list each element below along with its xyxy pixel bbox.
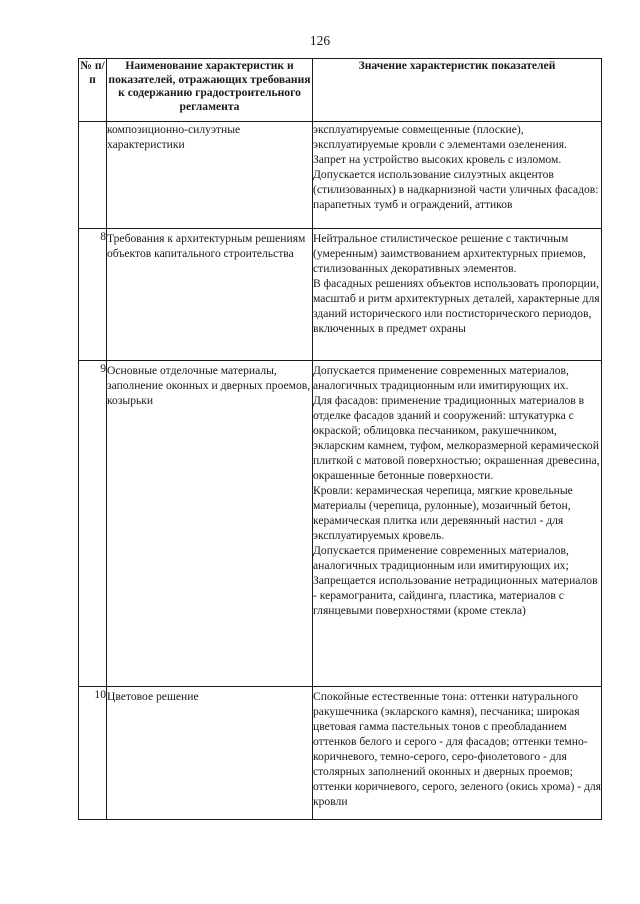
table-row bbox=[79, 687, 602, 820]
value-paragraph: Для фасадов: применение традиционных материалов в отделке фасадов зданий и сооружений: штукатурка с окраской; облицовка песчаником, ракушечником, экларским камнем, туфом, мелкоразмерной керамической плиткой с матовой поверхностью; окрашенная древесина, окрашенные бетонные поверхности. bbox=[313, 394, 600, 482]
table-header-row bbox=[79, 59, 602, 122]
row-number: 9 bbox=[79, 361, 107, 687]
row-number: 8 bbox=[79, 229, 107, 361]
value-paragraph: Нейтральное стилистическое решение с тактичным (умеренным) заимствованием архитектурных приемов, стилизованных декоративных элементов. bbox=[313, 232, 586, 275]
header-characteristic-name: Наименование характеристик и показателей, отражающих требования к содержанию градостроительного регламента bbox=[107, 59, 313, 122]
row-characteristic-value bbox=[313, 122, 602, 229]
value-paragraph: эксплуатируемые совмещенные (плоские), эксплуатируемые кровли с элементами озеленения. bbox=[313, 123, 567, 151]
row-characteristic-name: Основные отделочные материалы, заполнение оконных и дверных проемов, козырьки bbox=[107, 361, 313, 687]
table-row bbox=[79, 361, 602, 687]
value-paragraph: Допускается применение современных материалов, аналогичных традиционным или имитирующих их. bbox=[313, 364, 569, 392]
row-characteristic-value bbox=[313, 687, 602, 820]
header-number: № п/п bbox=[79, 59, 107, 122]
table-row bbox=[79, 229, 602, 361]
header-characteristic-value: Значение характеристик показателей bbox=[313, 59, 602, 122]
value-paragraph: Спокойные естественные тона: оттенки натурального ракушечника (экларского камня), песчаника; широкая цветовая гамма пастельных тонов с преобладанием оттенков белого и серого - для фасадов; оттенки темно-коричневого, темно-серого, серо-фиолетового - для столярных заполнений оконных и дверных проемов; оттенки коричневого, серого, зеленого (окись хрома) - для кровли bbox=[313, 690, 601, 808]
row-characteristic-value bbox=[313, 361, 602, 687]
table-row bbox=[79, 122, 602, 229]
value-paragraph: Запрет на устройство высоких кровель с изломом. bbox=[313, 153, 562, 166]
row-number bbox=[79, 122, 107, 229]
row-number: 10 bbox=[79, 687, 107, 820]
value-paragraph: Запрещается использование нетрадиционных материалов - керамогранита, сайдинга, пластика, материалов с глянцевыми поверхностями (кроме стекла) bbox=[313, 574, 598, 617]
value-paragraph: В фасадных решениях объектов использовать пропорции, масштаб и ритм архитектурных деталей, характерные для зданий исторического или постисторического периодов, включенных в предмет охраны bbox=[313, 277, 600, 335]
row-characteristic-name: Цветовое решение bbox=[107, 687, 313, 820]
regulation-table bbox=[78, 58, 602, 820]
row-characteristic-name: композиционно-силуэтные характеристики bbox=[107, 122, 313, 229]
value-paragraph: Допускается применение современных материалов, аналогичных традиционным или имитирующих их; bbox=[313, 544, 569, 572]
value-paragraph: Допускается использование силуэтных акцентов (стилизованных) в надкарнизной части уличных фасадов: парапетных тумб и ограждений, аттиков bbox=[313, 168, 599, 211]
value-paragraph: Кровли: керамическая черепица, мягкие кровельные материалы (черепица, рулонные), мозаичный бетон, керамическая плитка или деревянный настил - для эксплуатируемых кровель. bbox=[313, 484, 573, 542]
page-number: 126 bbox=[309, 33, 331, 48]
row-characteristic-name: Требования к архитектурным решениям объектов капитального строительства bbox=[107, 229, 313, 361]
row-characteristic-value bbox=[313, 229, 602, 361]
